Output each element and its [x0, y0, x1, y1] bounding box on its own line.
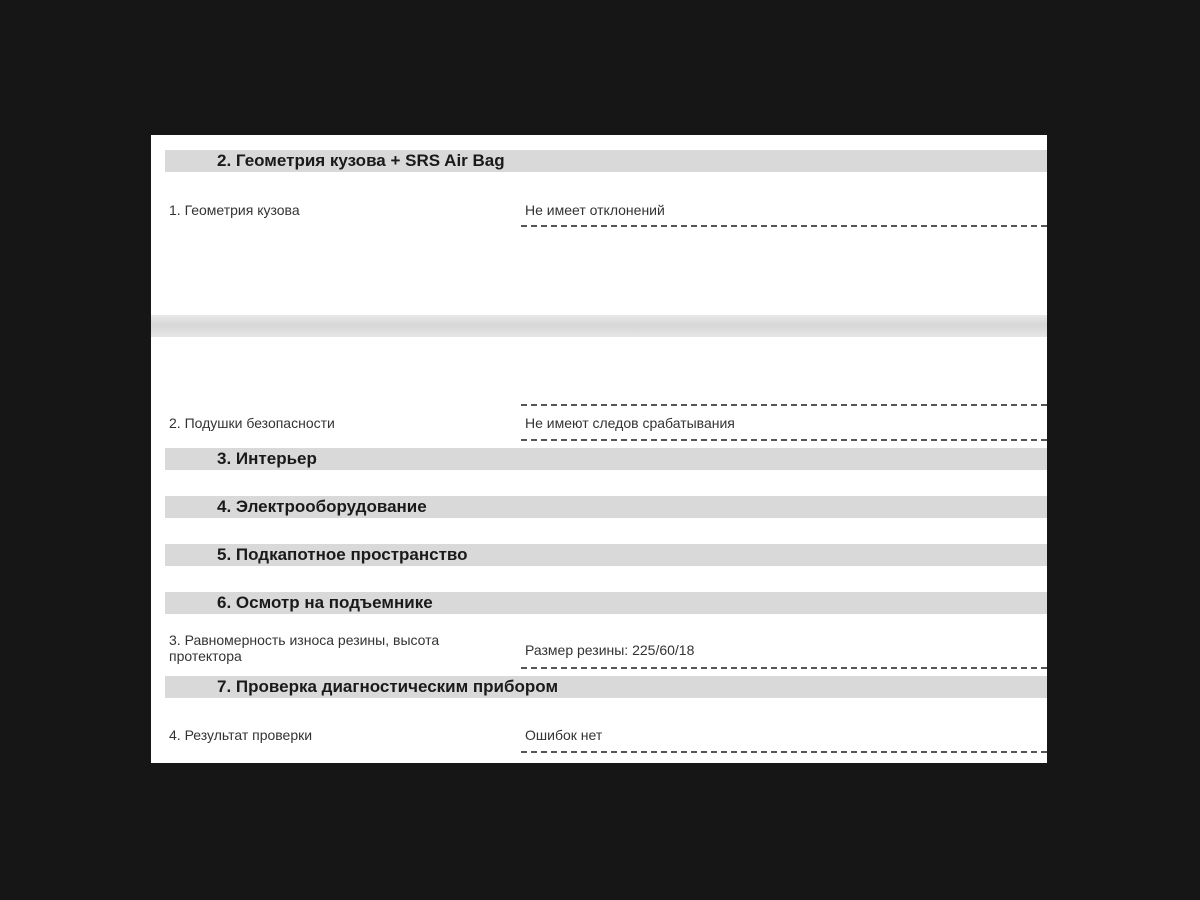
value-underline: [521, 439, 1047, 441]
section-header-diagnostics: [165, 676, 1047, 698]
value-underline: [521, 404, 1047, 406]
section-header-body-geometry: [165, 150, 1047, 172]
section-header-electrical: [165, 496, 1047, 518]
item-value-tire-wear: Размер резины: 225/60/18: [525, 642, 695, 658]
section-title: 7. Проверка диагностическим прибором: [217, 677, 559, 696]
value-underline: [521, 667, 1047, 669]
section-header-lift-inspection: [165, 592, 1047, 614]
section-header-interior: [165, 448, 1047, 470]
item-label-check-result: 4. Результат проверки: [169, 727, 313, 743]
item-label-tire-wear: 3. Равномерность износа резины, высота протектора: [169, 632, 440, 664]
inspection-report-page: [151, 135, 1047, 763]
section-header-engine-bay: [165, 544, 1047, 566]
item-value-body-geometry: Не имеет отклонений: [525, 202, 665, 218]
section-title: 2. Геометрия кузова + SRS Air Bag: [217, 151, 505, 170]
item-label-body-geometry: 1. Геометрия кузова: [169, 202, 300, 218]
section-title: 6. Осмотр на подъемнике: [217, 593, 433, 612]
section-title: 3. Интерьер: [217, 449, 317, 468]
section-title: 5. Подкапотное пространство: [217, 545, 468, 564]
item-value-check-result: Ошибок нет: [525, 727, 603, 743]
section-title: 4. Электрооборудование: [217, 497, 427, 516]
value-underline: [521, 225, 1047, 227]
page-break: [151, 315, 1047, 337]
value-underline: [521, 751, 1047, 753]
item-value-airbags: Не имеют следов срабатывания: [525, 415, 735, 431]
item-label-airbags: 2. Подушки безопасности: [169, 415, 335, 431]
